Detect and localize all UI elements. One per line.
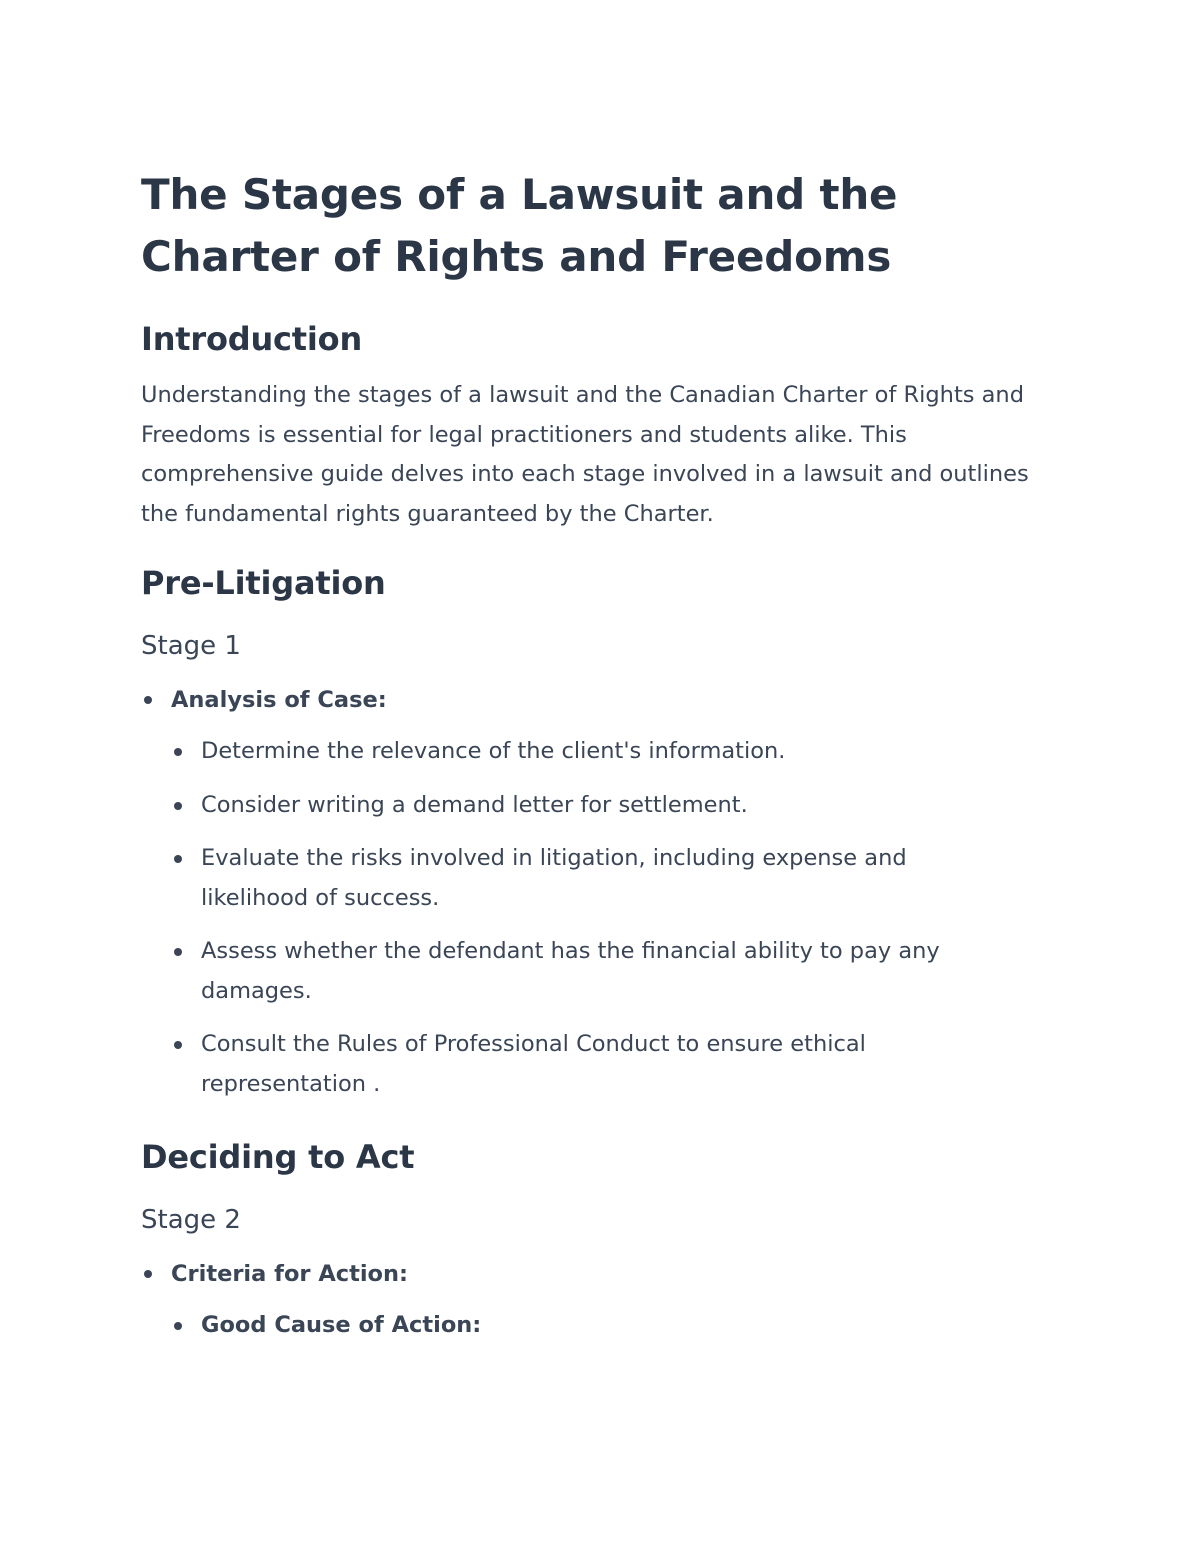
stage-2-heading: Stage 2 — [141, 1205, 241, 1235]
list-item-text: Consider writing a demand letter for settlement. — [201, 791, 748, 818]
introduction-paragraph: Understanding the stages of a lawsuit and the Canadian Charter of Rights and Freedoms is essential for legal practitioners and students alike. This comprehensive guide delves into each stage involved in a lawsuit and outlines the fundamental rights guaranteed by the Charter. — [141, 382, 1029, 527]
list-item — [171, 732, 1001, 772]
list-item-analysis-of-case — [141, 680, 1071, 1104]
pre-litigation-heading: Pre-Litigation — [141, 564, 386, 602]
bullet-icon — [174, 948, 182, 956]
list-item — [171, 932, 1001, 1011]
stage-1-list — [141, 680, 1071, 1104]
list-item-text: Evaluate the risks involved in litigation, including expense and likelihood of success. — [201, 845, 907, 911]
stage-2-list — [141, 1254, 1071, 1346]
bullet-icon — [174, 1322, 182, 1330]
analysis-of-case-label: Analysis of Case: — [171, 687, 387, 713]
list-item — [171, 839, 1001, 918]
bullet-icon — [144, 696, 152, 704]
bullet-icon — [174, 802, 182, 810]
document-title: The Stages of a Lawsuit and the Charter of Rights and Freedoms — [141, 170, 898, 281]
criteria-for-action-label: Criteria for Action: — [171, 1261, 409, 1287]
list-item-text: Assess whether the defendant has the financial ability to pay any damages. — [201, 938, 940, 1004]
criteria-subitems-list — [171, 1306, 1071, 1346]
list-item-criteria-for-action — [141, 1254, 1071, 1346]
bullet-icon — [174, 748, 182, 756]
good-cause-of-action-label: Good Cause of Action: — [201, 1312, 482, 1338]
bullet-icon — [174, 855, 182, 863]
list-item — [171, 1306, 1001, 1346]
document-page — [141, 164, 1071, 1346]
bullet-icon — [174, 1041, 182, 1049]
introduction-heading: Introduction — [141, 320, 363, 358]
list-item — [171, 1025, 1001, 1104]
analysis-subitems-list — [171, 732, 1071, 1104]
bullet-icon — [144, 1270, 152, 1278]
deciding-to-act-heading: Deciding to Act — [141, 1138, 415, 1176]
stage-1-heading: Stage 1 — [141, 631, 241, 661]
list-item — [171, 786, 1001, 826]
list-item-text: Determine the relevance of the client's information. — [201, 738, 786, 764]
list-item-text: Consult the Rules of Professional Conduct to ensure ethical representation . — [201, 1031, 866, 1097]
